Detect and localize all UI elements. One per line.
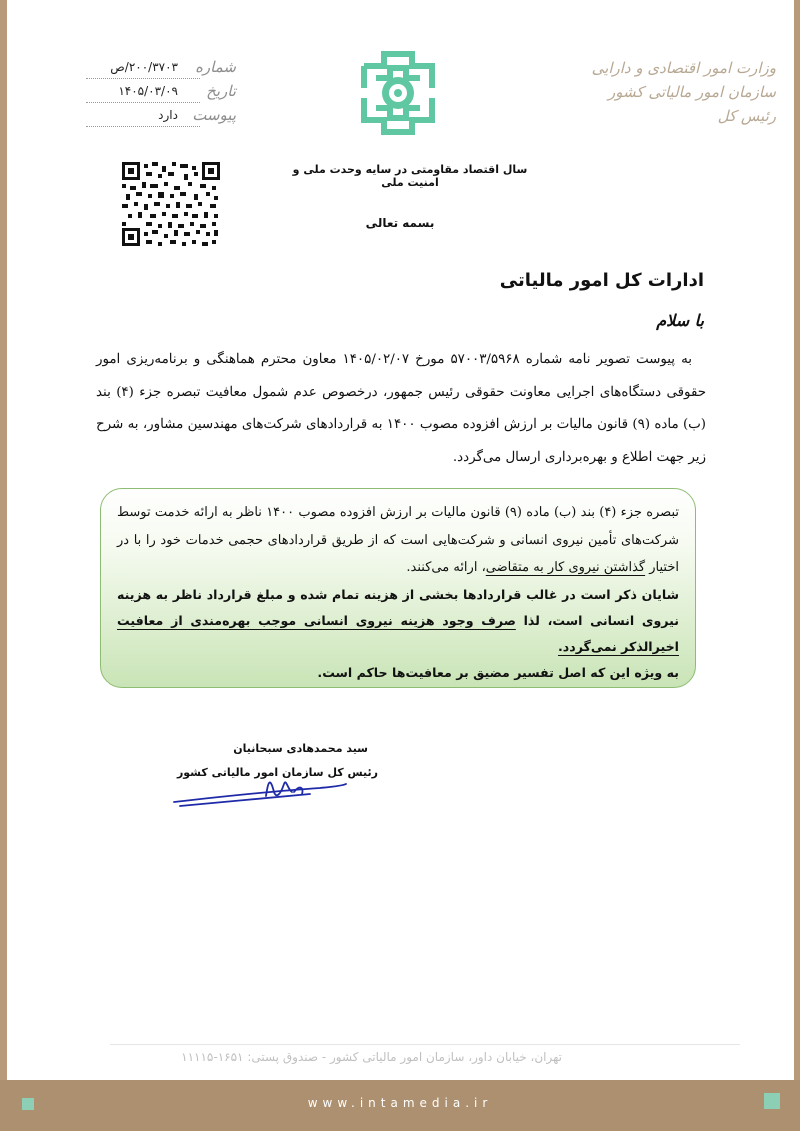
ministry-line: سازمان امور مالیاتی کشور bbox=[608, 83, 776, 101]
box-text: ، ارائه می‌کنند. bbox=[406, 560, 486, 575]
meta-dotted-line bbox=[86, 102, 200, 103]
box-paragraph-1 bbox=[117, 499, 679, 582]
meta-value: دارد bbox=[158, 108, 178, 122]
meta-number bbox=[86, 58, 236, 82]
ministry-line: وزارت امور اقتصادی و دارایی bbox=[591, 59, 776, 77]
meta-dotted-line bbox=[86, 78, 200, 79]
box-paragraph-3: به ویژه این که اصل تفسیر مضیق بر معافیت‌ها حاکم است. bbox=[317, 664, 679, 680]
footer-square-icon bbox=[764, 1093, 780, 1109]
letter-recipient: ادارات کل امور مالیاتی bbox=[499, 270, 704, 291]
meta-label: شماره bbox=[195, 58, 236, 76]
handwritten-signature-icon bbox=[170, 762, 350, 810]
meta-attachment bbox=[86, 106, 236, 130]
page-border-right bbox=[794, 0, 800, 1131]
box-paragraph-2 bbox=[117, 582, 679, 660]
bismillah: بسمه تعالی bbox=[365, 216, 435, 230]
page-border-left bbox=[0, 0, 7, 1131]
footer-band bbox=[0, 1080, 800, 1131]
ministry-heading bbox=[576, 56, 776, 128]
footer-address: تهران، خیابان داور، سازمان امور مالیاتی کشور - صندوق پستی: ۱۶۵۱-۱۱۱۱۵ bbox=[181, 1050, 562, 1064]
box-text: شایان ذکر است در غالب قراردادها بخشی از هزینه تمام شده و مبلغ قرارداد ناظر به هزینه نیروی انسانی است، لذا bbox=[117, 586, 679, 628]
meta-label: پیوست bbox=[192, 106, 236, 124]
qr-code-icon bbox=[122, 162, 220, 246]
meta-value: ۱۴۰۵/۰۳/۰۹ bbox=[118, 84, 178, 98]
letter-body bbox=[96, 344, 706, 474]
footer-divider bbox=[110, 1044, 740, 1045]
organization-emblem-icon bbox=[354, 48, 442, 138]
letter-meta bbox=[86, 58, 236, 130]
highlight-box bbox=[100, 488, 696, 688]
box-underlined-text: گذاشتن نیروی کار به متقاضی bbox=[485, 560, 646, 575]
meta-dotted-line bbox=[86, 126, 200, 127]
year-slogan: سال اقتصاد مقاومتی در سایه وحدت ملی و امنیت ملی bbox=[292, 163, 528, 189]
meta-date bbox=[86, 82, 236, 106]
meta-label: تاریخ bbox=[206, 82, 236, 100]
footer-website: www.intamedia.ir bbox=[307, 1096, 493, 1110]
body-paragraph: به پیوست تصویر نامه شماره ۵۷۰۰۳/۵۹۶۸ مورخ ۱۴۰۵/۰۲/۰۷ معاون محترم هماهنگی و برنامه‌ریزی امور حقوقی دستگاه‌های اجرایی معاونت حقوقی رئیس جمهور، درخصوص عدم شمول معافیت تبصره جزء (۴) بند (ب) ماده (۹) قانون مالیات بر ارزش افزوده مصوب ۱۴۰۰ به قراردادهای شرکت‌های مهندسین مشاور، به شرح زیر جهت اطلاع و بهره‌برداری ارسال می‌گردد. bbox=[96, 352, 707, 465]
letter-greeting: با سلام bbox=[656, 311, 704, 330]
box-text: تبصره جزء (۴) بند (ب) ماده (۹) قانون مالیات بر ارزش افزوده مصوب ۱۴۰۰ ناظر به ارائه خدمت توسط شرکت‌های تأمین نیروی انسانی و شرکت‌هایی است که از طریق قراردادهای حجمی خدمات خود را با در اختیار bbox=[117, 505, 679, 575]
meta-value: ۲۰۰/۳۷۰۳/ص bbox=[110, 60, 178, 74]
box-underlined-text: صرف وجود هزینه نیروی انسانی موجب بهره‌مندی از معافیت اخیرالذکر نمی‌گردد. bbox=[117, 612, 679, 654]
ministry-line: رئیس کل bbox=[717, 107, 776, 125]
signatory-name: سید محمدهادی سبحانیان bbox=[233, 742, 368, 755]
signatory-title: رئیس کل سازمان امور مالیاتی کشور bbox=[176, 766, 378, 779]
